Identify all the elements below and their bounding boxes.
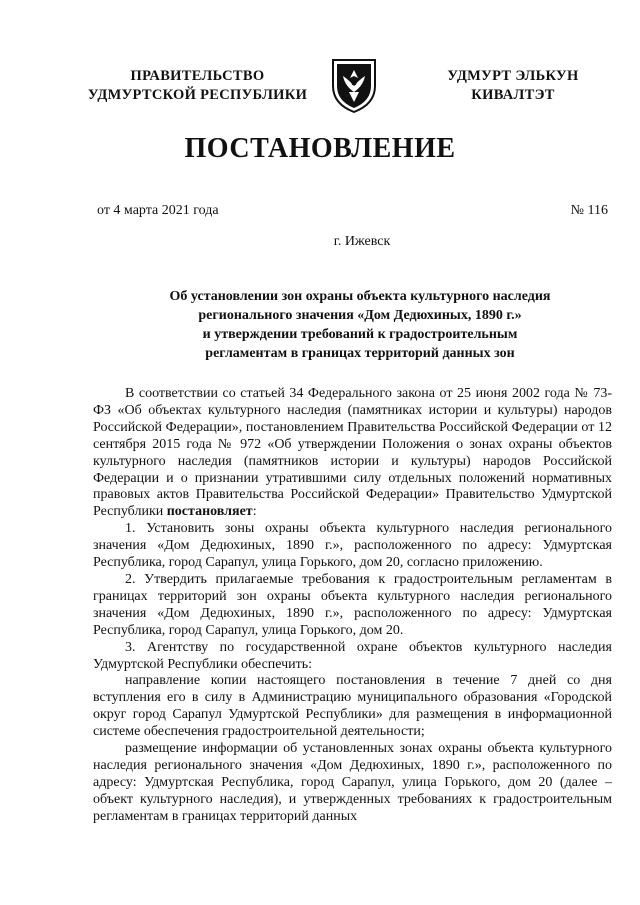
preamble-text: В соответствии со статьей 34 Федерального закона от 25 июня 2002 года № 73-ФЗ «Об объектах культурного наследия (памятниках истории и культуры) народов Российской Федерации», постановлением Правительства Российской Федерации от 12 сентября 2015 года № 972 «Об утверждении Положения о зонах охраны объектов культурного наследия (памятников истории и культуры) народов Российской Федерации и о признании утратившими силу отдельных положений нормативных правовых актов Правительства Российской Федерации» Правительство Удмуртской Республики xyxy=(93,386,612,520)
issuer-russian-line2: УДМУРТСКОЙ РЕСПУБЛИКИ xyxy=(87,87,308,103)
document-title: ПОСТАНОВЛЕНИЕ xyxy=(184,133,456,164)
document-date: от 4 марта 2021 года xyxy=(97,203,219,218)
subject-line: и утверждении требований к градостроительным xyxy=(202,327,518,342)
subitem-paragraph: направление копии настоящего постановления в течение 7 дней со дня вступления его в силу в Администрацию муниципального образования «Городской округ город Сарапул Удмуртской Республики» для размещения в информационной системе обеспечения градостроительной деятельности; xyxy=(93,673,612,740)
preamble-colon: : xyxy=(252,504,257,520)
preamble-paragraph xyxy=(93,386,612,521)
issuer-udmurt-line2: КИВАЛТЭТ xyxy=(471,87,555,103)
item-paragraph: 2. Утвердить прилагаемые требования к градостроительным регламентам в границах территорий зон охраны объекта культурного наследия регионального значения «Дом Дедюхиных, 1890 г.», расположенного по адресу: Удмуртская Республика, город Сарапул, улица Горького, дом 20. xyxy=(93,571,612,638)
issuer-russian-line1: ПРАВИТЕЛЬСТВО xyxy=(130,68,265,84)
subitem-paragraph: размещение информации об установленных зонах охраны объекта культурного наследия регионального значения «Дом Дедюхиных, 1890 г.», расположенного по адресу: Удмуртская Республика, город Сарапул, улица Горького, дом 20 (далее – объект культурного наследия), и утвержденных требованиях к градостроительным регламентам в границах территорий данных xyxy=(93,741,612,824)
coat-of-arms-icon xyxy=(329,56,379,114)
document-number: № 116 xyxy=(570,203,608,218)
document-city: г. Ижевск xyxy=(333,234,391,249)
preamble-decree-word: постановляет xyxy=(166,504,253,520)
issuer-russian xyxy=(85,67,310,105)
subject-line: Об установлении зон охраны объекта культурного наследия xyxy=(169,289,551,304)
subject-line: регионального значения «Дом Дедюхиных, 1890 г.» xyxy=(198,308,522,323)
issuer-udmurt-line1: УДМУРТ ЭЛЬКУН xyxy=(447,68,579,84)
document-subject xyxy=(130,287,590,363)
issuer-udmurt xyxy=(418,67,608,105)
document-body xyxy=(93,386,612,826)
item-paragraph: 1. Установить зоны охраны объекта культурного наследия регионального значения «Дом Дедюхиных, 1890 г.», расположенного по адресу: Удмуртская Республика, город Сарапул, улица Горького, дом 20, согласно приложению. xyxy=(93,521,612,571)
item-paragraph: 3. Агентству по государственной охране объектов культурного наследия Удмуртской Республики обеспечить: xyxy=(93,639,612,672)
subject-line: регламентам в границах территорий данных зон xyxy=(205,346,515,361)
